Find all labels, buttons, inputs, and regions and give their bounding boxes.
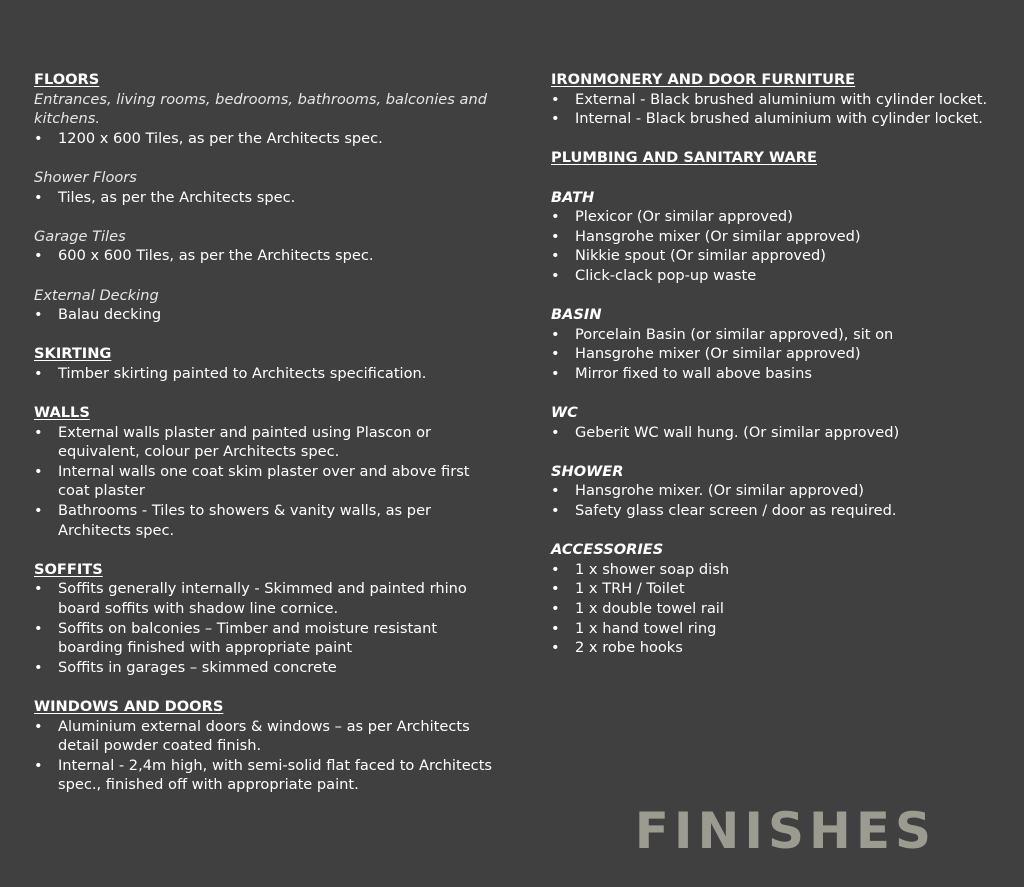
bullet-list bbox=[34, 423, 504, 541]
bullet-item: • 1 x shower soap dish bbox=[551, 560, 991, 580]
bullet-list bbox=[34, 364, 504, 384]
spec-section-soffits bbox=[34, 560, 504, 678]
bullet-item: • Internal - Black brushed aluminium with cylinder locket. bbox=[551, 109, 991, 129]
bullet-item: • 1 x hand towel ring bbox=[551, 619, 991, 639]
bullet-item: • Safety glass clear screen / door as required. bbox=[551, 501, 991, 521]
spec-section-wc bbox=[551, 403, 991, 442]
spec-section-basin bbox=[551, 305, 991, 383]
spec-section-shower bbox=[551, 462, 991, 521]
section-heading: WALLS bbox=[34, 404, 90, 422]
left-column bbox=[34, 70, 504, 815]
spec-section-shower-floors bbox=[34, 168, 504, 207]
bullet-list bbox=[551, 90, 991, 129]
spec-section-plumbing-and-sanitary-ware bbox=[551, 148, 991, 168]
bullet-item: • External - Black brushed aluminium with cylinder locket. bbox=[551, 90, 991, 110]
bullet-item: • Mirror fixed to wall above basins bbox=[551, 364, 991, 384]
bullet-item: • 1200 x 600 Tiles, as per the Architects spec. bbox=[34, 129, 504, 149]
bullet-item: • Soffits in garages – skimmed concrete bbox=[34, 658, 504, 678]
section-heading: FLOORS bbox=[34, 71, 100, 88]
bullet-list bbox=[551, 423, 991, 443]
bullet-item: • Timber skirting painted to Architects specification. bbox=[34, 364, 504, 384]
bullet-item: • Internal walls one coat skim plaster over and above first coat plaster bbox=[34, 462, 504, 501]
bullet-list bbox=[34, 579, 504, 677]
bullet-item: • 1 x TRH / Toilet bbox=[551, 579, 991, 599]
bullet-item: • Click-clack pop-up waste bbox=[551, 266, 991, 286]
right-column bbox=[551, 70, 991, 677]
section-heading: WINDOWS AND DOORS bbox=[34, 698, 224, 715]
bullet-item: • Aluminium external doors & windows – as per Architects detail powder coated finish. bbox=[34, 717, 504, 756]
bullet-item: • Internal - 2,4m high, with semi-solid flat faced to Architects spec., finished off with appropriate paint. bbox=[34, 756, 504, 795]
bullet-list bbox=[551, 481, 991, 520]
bullet-item: • Plexicor (Or similar approved) bbox=[551, 207, 991, 227]
subsection-heading: Shower Floors bbox=[34, 168, 137, 186]
bullet-item: • Bathrooms - Tiles to showers & vanity walls, as per Architects spec. bbox=[34, 501, 504, 540]
bullet-item: • 600 x 600 Tiles, as per the Architects spec. bbox=[34, 246, 504, 266]
bullet-item: • Soffits generally internally - Skimmed and painted rhino board soffits with shadow line cornice. bbox=[34, 579, 504, 618]
spec-section-bath bbox=[551, 188, 991, 286]
section-heading: SOFFITS bbox=[34, 560, 103, 578]
bullet-list bbox=[34, 717, 504, 795]
bullet-item: • External walls plaster and painted using Plascon or equivalent, colour per Architects spec. bbox=[34, 423, 504, 462]
subsection-heading: BATH bbox=[551, 188, 595, 206]
spec-section-skirting bbox=[34, 344, 504, 383]
spec-section-garage-tiles bbox=[34, 227, 504, 266]
bullet-item: • Tiles, as per the Architects spec. bbox=[34, 188, 504, 208]
spec-section-windows-and-doors bbox=[34, 697, 504, 795]
subsection-heading: BASIN bbox=[551, 306, 602, 324]
bullet-item: • 1 x double towel rail bbox=[551, 599, 991, 619]
bullet-list bbox=[34, 246, 504, 266]
subsection-heading: Entrances, living rooms, bedrooms, bathrooms, balconies and kitchens. bbox=[34, 90, 487, 128]
subsection-heading: Garage Tiles bbox=[34, 227, 126, 245]
bullet-list bbox=[551, 207, 991, 285]
spec-section-walls bbox=[34, 403, 504, 540]
section-heading: PLUMBING AND SANITARY WARE bbox=[551, 149, 817, 167]
subsection-heading: External Decking bbox=[34, 286, 159, 304]
page-title: FINISHES bbox=[634, 802, 936, 860]
subsection-heading: ACCESSORIES bbox=[551, 541, 664, 559]
spec-section-external-decking bbox=[34, 286, 504, 325]
subsection-heading: WC bbox=[551, 404, 578, 422]
bullet-item: • Geberit WC wall hung. (Or similar approved) bbox=[551, 423, 991, 443]
spec-section-entrances-living-rooms-bedrooms-bathrooms-balconies-and-kitchens bbox=[34, 90, 504, 149]
bullet-list bbox=[34, 188, 504, 208]
bullet-item: • Hansgrohe mixer (Or similar approved) bbox=[551, 344, 991, 364]
spec-section-floors bbox=[34, 70, 504, 90]
bullet-item: • Porcelain Basin (or similar approved), sit on bbox=[551, 325, 991, 345]
bullet-item: • Hansgrohe mixer. (Or similar approved) bbox=[551, 481, 991, 501]
bullet-item: • Soffits on balconies – Timber and moisture resistant boarding finished with appropriate paint bbox=[34, 619, 504, 658]
section-heading: IRONMONERY AND DOOR FURNITURE bbox=[551, 71, 856, 88]
bullet-list bbox=[551, 325, 991, 384]
bullet-item: • Nikkie spout (Or similar approved) bbox=[551, 246, 991, 266]
subsection-heading: SHOWER bbox=[551, 462, 624, 480]
bullet-item: • 2 x robe hooks bbox=[551, 638, 991, 658]
bullet-list bbox=[551, 560, 991, 658]
bullet-item: • Balau decking bbox=[34, 305, 504, 325]
bullet-item: • Hansgrohe mixer (Or similar approved) bbox=[551, 227, 991, 247]
bullet-list bbox=[34, 129, 504, 149]
bullet-list bbox=[34, 305, 504, 325]
spec-section-accessories bbox=[551, 540, 991, 658]
section-heading: SKIRTING bbox=[34, 345, 112, 363]
spec-section-ironmonery-and-door-furniture bbox=[551, 70, 991, 129]
